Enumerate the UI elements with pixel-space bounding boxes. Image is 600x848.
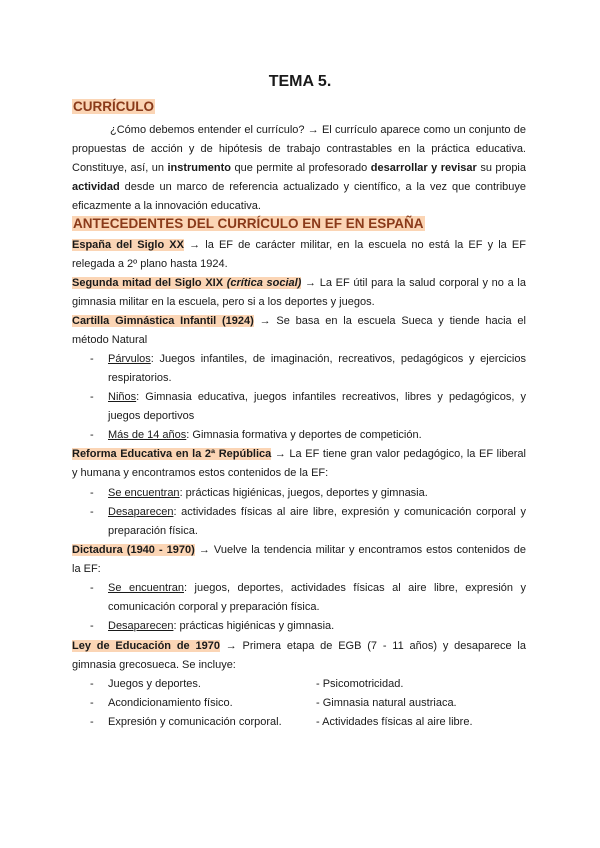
list-bullet: - [90, 716, 94, 728]
bold-term: actividad [72, 181, 120, 193]
list-item: Se encuentran: prácticas higiénicas, juegos, deportes y gimnasia. [108, 487, 428, 499]
list-item: Desaparecen: actividades físicas al aire libre, expresión y comunicación corporal y [108, 506, 526, 518]
paragraph-line: Segunda mitad del Siglo XIX (crítica social) → La EF útil para la salud corporal y no a la [72, 277, 526, 289]
paragraph-line: actividad desde un marco de referencia actualizado y científico, a la vez que contribuye [72, 181, 526, 193]
list-bullet: - [90, 620, 94, 632]
list-bullet: - [90, 678, 94, 690]
highlighted-term: Reforma Educativa en la 2ª República [72, 448, 272, 460]
paragraph-line: Constituye, así, un instrumento que permite al profesorado desarrollar y revisar su propia [72, 162, 526, 174]
paragraph-line: Dictadura (1940 - 1970) → Vuelve la tendencia militar y encontramos estos contenidos de [72, 544, 526, 556]
list-bullet: - [90, 391, 94, 403]
list-item: Niños: Gimnasia educativa, juegos infantiles recreativos, libres y pedagógicos, y [108, 391, 526, 403]
highlighted-term: Segunda mitad del Siglo XIX (crítica social) [72, 277, 302, 289]
list-item: Se encuentran: juegos, deportes, actividades físicas al aire libre, expresión y [108, 582, 526, 594]
list-item: Juegos y deportes. [108, 678, 201, 690]
list-item: Desaparecen: prácticas higiénicas y gimnasia. [108, 620, 335, 632]
list-item: - Gimnasia natural austriaca. [316, 697, 457, 709]
paragraph-line: método Natural [72, 334, 148, 346]
highlighted-term: Cartilla Gimnástica Infantil (1924) [72, 315, 254, 327]
bold-term: instrumento [167, 162, 232, 174]
paragraph-line: la EF: [72, 563, 101, 575]
list-bullet: - [90, 353, 94, 365]
list-item: Párvulos: Juegos infantiles, de imaginación, recreativos, pedagógicos y ejercicios [108, 353, 526, 365]
list-item: Expresión y comunicación corporal. [108, 716, 282, 728]
paragraph-line: y humana y encontramos estos contenidos de la EF: [72, 467, 329, 479]
page-title: TEMA 5. [268, 73, 332, 90]
list-item-continuation: comunicación corporal y preparación física. [108, 601, 320, 613]
bold-term: desarrollar y revisar [370, 162, 477, 174]
list-item-continuation: preparación física. [108, 525, 198, 537]
paragraph-line: gimnasia militar en la escuela, pero si a los deportes y juegos. [72, 296, 375, 308]
paragraph-line: Cartilla Gimnástica Infantil (1924) → Se basa en la escuela Sueca y tiende hacia el [72, 315, 526, 327]
list-item: - Psicomotricidad. [316, 678, 404, 690]
list-item: Más de 14 años: Gimnasia formativa y deportes de competición. [108, 429, 422, 441]
paragraph-line: Reforma Educativa en la 2ª República → La EF tiene gran valor pedagógico, la EF liberal [72, 448, 526, 460]
list-bullet: - [90, 506, 94, 518]
list-bullet: - [90, 429, 94, 441]
paragraph-line: relegada a 2º plano hasta 1924. [72, 258, 228, 270]
paragraph-line: eficazmente a la innovación educativa. [72, 200, 261, 212]
list-bullet: - [90, 697, 94, 709]
paragraph-line: Ley de Educación de 1970 → Primera etapa de EGB (7 - 11 años) y desaparece la [72, 640, 526, 652]
list-item: Acondicionamiento físico. [108, 697, 233, 709]
highlighted-term: Ley de Educación de 1970 [72, 640, 220, 652]
section-heading-curriculo: CURRÍCULO [73, 99, 154, 114]
highlighted-term: España del Siglo XX [72, 239, 184, 251]
paragraph-line: ¿Cómo debemos entender el currículo? → El currículo aparece como un conjunto de [110, 124, 526, 136]
section-heading-antecedentes: ANTECEDENTES DEL CURRÍCULO EN EF EN ESPAÑA [73, 216, 424, 231]
list-bullet: - [90, 487, 94, 499]
list-bullet: - [90, 582, 94, 594]
paragraph-line: España del Siglo XX → la EF de carácter militar, en la escuela no está la EF y la EF [72, 239, 526, 251]
list-item: - Actividades físicas al aire libre. [316, 716, 473, 728]
list-item-continuation: respiratorios. [108, 372, 172, 384]
paragraph-line: propuestas de acción y de hipótesis de trabajo contrastables en la práctica educativa. [72, 143, 526, 155]
list-item-continuation: juegos deportivos [108, 410, 195, 422]
highlighted-term: Dictadura (1940 - 1970) [72, 544, 195, 556]
paragraph-line: gimnasia grecosueca. Se incluye: [72, 659, 236, 671]
